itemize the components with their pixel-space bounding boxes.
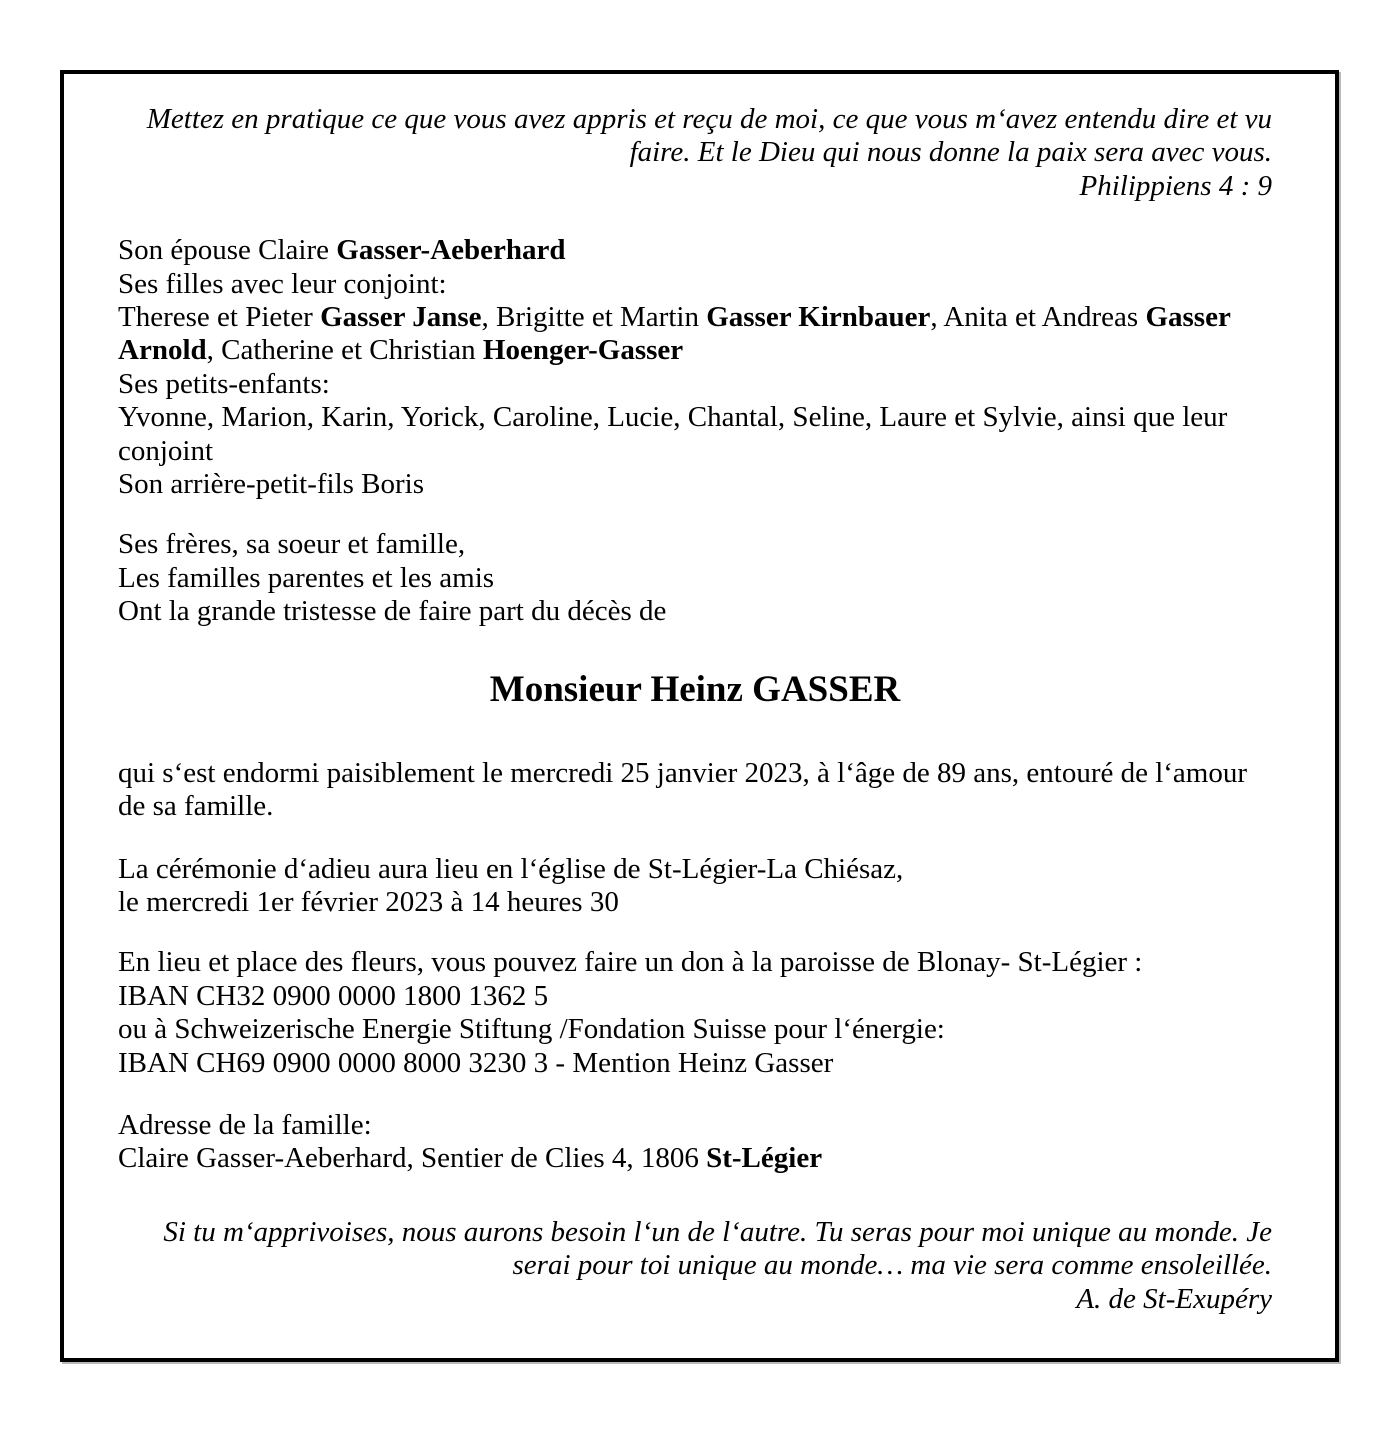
scripture-quote: [118, 103, 1272, 203]
text-segment: Son épouse Claire: [118, 234, 337, 267]
bold-name-segment: Gasser: [1145, 301, 1231, 334]
text-segment: Yvonne, Marion, Karin, Yorick, Caroline, Lucie, Chantal, Seline, Laure et Sylvie, ainsi que leur: [118, 401, 1228, 434]
scripture-quote-attribution: Philippiens 4 : 9: [1079, 169, 1272, 202]
ceremony-line-1: La cérémonie d‘adieu aura lieu en l‘église de St-Légier-La Chiésaz,: [118, 852, 904, 885]
bold-name-segment: Gasser Kirnbauer: [706, 301, 931, 334]
donation-iban-2: IBAN CH69 0900 0000 8000 3230 3 - Mention Heinz Gasser: [118, 1046, 834, 1079]
text-segment: , Anita et Andreas: [930, 301, 1146, 334]
family-line-daughters-1: [118, 301, 1272, 334]
text-segment: , Brigitte et Martin: [481, 301, 707, 334]
ceremony-line-2: le mercredi 1er février 2023 à 14 heures 30: [118, 885, 619, 918]
announcement-line-1: Ses frères, sa soeur et famille,: [118, 528, 466, 561]
text-segment: Ses petits-enfants:: [118, 367, 330, 400]
announcement-line-2: Les familles parentes et les amis: [118, 561, 495, 594]
text-segment: Son arrière-petit-fils Boris: [118, 468, 425, 501]
bold-name-segment: Hoenger-Gasser: [482, 334, 684, 367]
closing-quote-line-1: Si tu m‘apprivoises, nous aurons besoin l‘un de l‘autre. Tu seras pour moi unique au monde. Je: [163, 1215, 1272, 1248]
scripture-quote-line-1: Mettez en pratique ce que vous avez appris et reçu de moi, ce que vous m‘avez entendu dire et vu: [146, 103, 1272, 135]
family-line-spouse: [118, 234, 1272, 267]
death-notice: [118, 757, 1272, 824]
announcement-frame: [60, 70, 1339, 1362]
death-notice-line-2: de sa famille.: [118, 790, 274, 823]
bold-name-segment: Gasser Janse: [320, 301, 482, 334]
closing-quote: [118, 1216, 1272, 1316]
scripture-quote-line-2: faire. Et le Dieu qui nous donne la paix sera avec vous.: [629, 136, 1272, 169]
announcement-line-3: Ont la grande tristesse de faire part du décès de: [118, 595, 667, 628]
text-segment: Claire Gasser-Aeberhard, Sentier de Clies 4, 1806: [118, 1142, 707, 1175]
family-line-grandchildren-2: [118, 435, 1272, 468]
text-segment: Ses filles avec leur conjoint:: [118, 267, 447, 300]
family-line-daughters-2: [118, 334, 1272, 367]
family-line-great-grandson: [118, 468, 1272, 501]
family-line-daughters-label: [118, 268, 1272, 301]
bold-name-segment: Gasser-Aeberhard: [336, 234, 566, 267]
closing-quote-attribution: A. de St-Exupéry: [1076, 1282, 1272, 1315]
ceremony-info: [118, 853, 1272, 920]
deceased-name: Monsieur Heinz GASSER: [489, 668, 901, 710]
family-address-line: [118, 1142, 1272, 1175]
donation-info: [118, 946, 1272, 1080]
text-segment: conjoint: [118, 434, 214, 467]
text-segment: Therese et Pieter: [118, 301, 321, 334]
bold-name-segment: St-Légier: [706, 1142, 823, 1175]
family-list: [118, 234, 1272, 501]
death-notice-line-1: qui s‘est endormi paisiblement le mercredi 25 janvier 2023, à l‘âge de 89 ans, entouré de l‘amour: [118, 756, 1248, 789]
family-line-grandchildren-1: [118, 401, 1272, 434]
donation-iban-1: IBAN CH32 0900 0000 1800 1362 5: [118, 979, 549, 1012]
donation-line-1: En lieu et place des fleurs, vous pouvez faire un don à la paroisse de Blonay- St-Légier :: [118, 946, 1143, 979]
family-address-label: Adresse de la famille:: [118, 1108, 372, 1141]
donation-line-2: ou à Schweizerische Energie Stiftung /Fondation Suisse pour l‘énergie:: [118, 1013, 945, 1046]
closing-quote-line-2: serai pour toi unique au monde… ma vie sera comme ensoleillée.: [512, 1249, 1272, 1282]
text-segment: , Catherine et Christian: [206, 334, 483, 367]
family-line-grandchildren-label: [118, 368, 1272, 401]
announcement-text: [118, 528, 1272, 628]
family-address: [118, 1109, 1272, 1176]
bold-name-segment: Arnold: [118, 334, 207, 367]
